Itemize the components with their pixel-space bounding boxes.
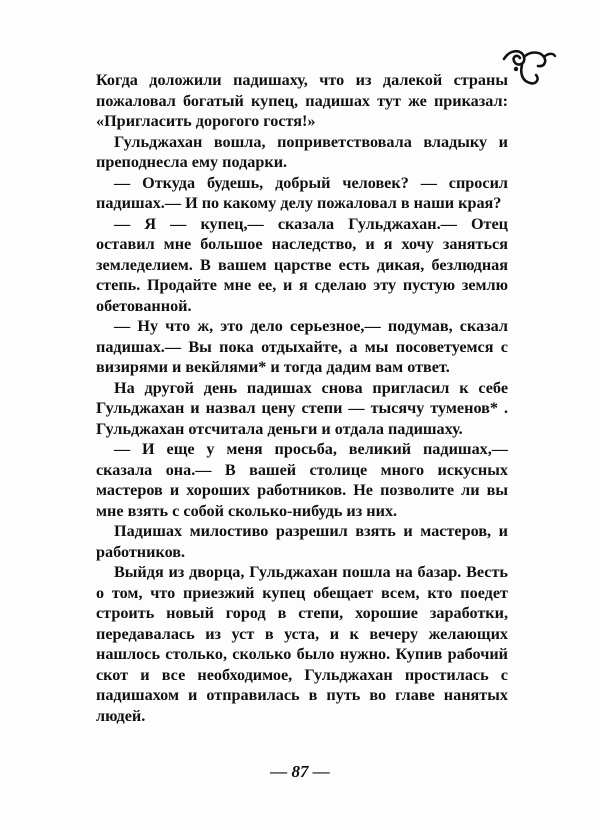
body-text xyxy=(96,70,508,726)
paragraph: Когда доложили падишаху, что из далекой страны пожаловал богатый купец, падишах тут же приказал: «Пригласить дорогого гостя!» xyxy=(96,71,508,130)
paragraph: — Откуда будешь, добрый человек? — спросил падишах.— И по какому делу пожаловал в наши края? xyxy=(96,173,508,212)
paragraph: — И еще у меня просьба, великий падишах,— сказала она.— В вашей столице много искусных мастеров и хороших работников. Не позволите ли вы мне взять с собой сколько-нибудь из них. xyxy=(96,440,508,520)
curl-ornament-icon xyxy=(500,45,558,89)
page-number: — 87 — xyxy=(270,762,330,781)
paragraph: — Я — купец,— сказала Гульджахан.— Отец оставил мне большое наследство, и я хочу заняться земледелием. В вашем царстве есть дикая, безлюдная степь. Продайте мне ее, и я сделаю эту пустую землю обетованной. xyxy=(96,214,508,315)
paragraph: Гульджахан вошла, поприветствовала владыку и преподнесла ему подарки. xyxy=(96,132,508,171)
paragraph: На другой день падишах снова пригласил к себе Гульджахан и назвал цену степи — тысячу туменов* . Гульджахан отсчитала деньги и отдала падишаху. xyxy=(96,378,508,438)
paragraph: — Ну что ж, это дело серьезное,— подумав, сказал падишах.— Вы пока отдыхайте, а мы посоветуемся с визирями и векйлями* и тогда дадим вам ответ. xyxy=(96,317,508,376)
paragraph: Выйдя из дворца, Гульджахан пошла на базар. Весть о том, что приезжий купец обещает всем, кто поедет строить новый город в степи, хорошие заработки, передавалась из уст в уста, и к вечеру желающих нашлось столько, сколько было нужно. Купив рабочий скот и все необходимое, Гульджахан простилась с падишахом и отправилась в путь во главе нанятых людей. xyxy=(96,563,508,725)
paragraph: Падишах милостиво разрешил взять и мастеров, и работников. xyxy=(96,522,508,561)
